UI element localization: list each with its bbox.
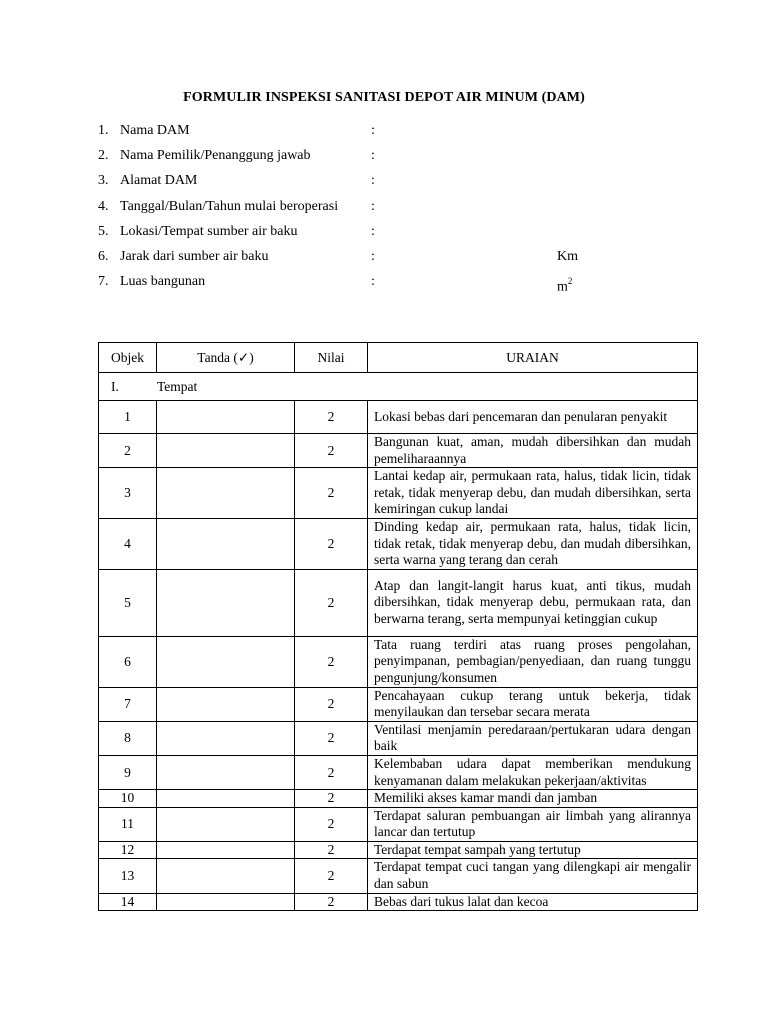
section-cell: [99, 373, 698, 401]
row-number: 7: [99, 687, 157, 721]
field-luas-bangunan[interactable]: [98, 273, 658, 298]
row-number: 3: [99, 468, 157, 519]
row-score: 2: [295, 687, 368, 721]
field-number: 3.: [98, 173, 109, 189]
row-description: Bangunan kuat, aman, mudah dibersihkan dan mudah pemeliharaannya: [368, 434, 698, 468]
header-nilai: Nilai: [295, 343, 368, 373]
check-cell[interactable]: [157, 434, 295, 468]
table-row: [99, 401, 698, 434]
check-cell[interactable]: [157, 569, 295, 636]
check-cell[interactable]: [157, 636, 295, 687]
row-score: 2: [295, 790, 368, 808]
table-row: [99, 687, 698, 721]
field-colon: :: [371, 223, 375, 239]
row-score: 2: [295, 569, 368, 636]
field-lokasi-sumber[interactable]: [98, 223, 658, 248]
check-cell[interactable]: [157, 841, 295, 859]
section-number: I.: [111, 378, 119, 394]
row-description: Dinding kedap air, permukaan rata, halus, tidak licin, tidak retak, tidak menyerap debu, dan mudah dibersihkan, serta warna yang terang dan cerah: [368, 518, 698, 569]
row-number: 9: [99, 755, 157, 789]
table-row: [99, 755, 698, 789]
row-description: Bebas dari tukus lalat dan kecoa: [368, 893, 698, 911]
check-cell[interactable]: [157, 687, 295, 721]
field-label: Luas bangunan: [120, 274, 206, 290]
check-cell[interactable]: [157, 790, 295, 808]
check-cell[interactable]: [157, 807, 295, 841]
identity-fields: [98, 122, 658, 298]
table-row: [99, 434, 698, 468]
row-description: Atap dan langit-langit harus kuat, anti tikus, mudah dibersihkan, tidak menyerap debu, permukaan rata, dan berwarna terang, serta mempunyai ketinggian cukup: [368, 569, 698, 636]
check-cell[interactable]: [157, 401, 295, 434]
field-colon: :: [371, 123, 375, 138]
field-tanggal-operasi[interactable]: [98, 198, 658, 223]
row-number: 6: [99, 636, 157, 687]
row-number: 14: [99, 893, 157, 911]
table-header-row: [99, 343, 698, 373]
section-label: Tempat: [157, 378, 198, 394]
field-colon: :: [371, 198, 375, 214]
check-cell[interactable]: [157, 755, 295, 789]
check-cell[interactable]: [157, 468, 295, 519]
table-row: [99, 468, 698, 519]
row-score: 2: [295, 721, 368, 755]
table-row: [99, 893, 698, 911]
check-cell[interactable]: [157, 859, 295, 893]
field-colon: :: [371, 148, 375, 164]
table-row: [99, 518, 698, 569]
field-unit: Km: [557, 248, 578, 264]
row-description: Kelembaban udara dapat memberikan mendukung kenyamanan dalam melakukan pekerjaan/aktivitas: [368, 755, 698, 789]
field-colon: :: [371, 248, 375, 264]
table-row: [99, 841, 698, 859]
field-colon: :: [371, 274, 375, 290]
row-number: 1: [99, 401, 157, 434]
row-description: Ventilasi menjamin peredaraan/pertukaran udara dengan baik: [368, 721, 698, 755]
field-alamat-dam[interactable]: [98, 172, 658, 197]
row-description: Terdapat tempat sampah yang tertutup: [368, 841, 698, 859]
table-row: [99, 807, 698, 841]
row-score: 2: [295, 755, 368, 789]
table-row: [99, 790, 698, 808]
row-score: 2: [295, 893, 368, 911]
field-number: 4.: [98, 198, 109, 214]
row-number: 2: [99, 434, 157, 468]
row-score: 2: [295, 401, 368, 434]
row-number: 12: [99, 841, 157, 859]
field-label: Jarak dari sumber air baku: [120, 248, 269, 264]
row-number: 10: [99, 790, 157, 808]
row-score: 2: [295, 859, 368, 893]
check-cell[interactable]: [157, 518, 295, 569]
field-label: Nama DAM: [120, 123, 190, 138]
row-description: Lantai kedap air, permukaan rata, halus, tidak licin, tidak retak, tidak menyerap debu, dan mudah dibersihkan, serta kemiringan cukup landai: [368, 468, 698, 519]
field-label: Lokasi/Tempat sumber air baku: [120, 223, 298, 239]
field-number: 2.: [98, 148, 109, 164]
field-number: 6.: [98, 248, 109, 264]
table-row: [99, 859, 698, 893]
field-jarak-sumber[interactable]: [98, 248, 658, 273]
table-row: [99, 569, 698, 636]
section-row: [99, 373, 698, 401]
unit-superscript: 2: [567, 276, 573, 287]
row-description: Pencahayaan cukup terang untuk bekerja, tidak menyilaukan dan tersebar secara merata: [368, 687, 698, 721]
field-label: Nama Pemilik/Penanggung jawab: [120, 148, 311, 164]
header-objek: Objek: [99, 343, 157, 373]
inspection-table: [98, 342, 698, 911]
row-number: 11: [99, 807, 157, 841]
header-uraian: URAIAN: [368, 343, 698, 373]
field-number: 7.: [98, 274, 109, 290]
field-nama-dam[interactable]: [98, 122, 658, 147]
field-colon: :: [371, 173, 375, 189]
row-number: 5: [99, 569, 157, 636]
row-description: Terdapat saluran pembuangan air limbah yang alirannya lancar dan tertutup: [368, 807, 698, 841]
row-score: 2: [295, 518, 368, 569]
row-description: Memiliki akses kamar mandi dan jamban: [368, 790, 698, 808]
field-nama-pemilik[interactable]: [98, 147, 658, 172]
row-number: 13: [99, 859, 157, 893]
unit-base: m: [557, 279, 568, 295]
row-description: Terdapat tempat cuci tangan yang dilengkapi air mengalir dan sabun: [368, 859, 698, 893]
table-row: [99, 636, 698, 687]
form-title: FORMULIR INSPEKSI SANITASI DEPOT AIR MINUM (DAM): [183, 90, 585, 105]
check-cell[interactable]: [157, 721, 295, 755]
header-tanda: Tanda (✓): [157, 343, 295, 373]
table-row: [99, 721, 698, 755]
check-cell[interactable]: [157, 893, 295, 911]
field-number: 5.: [98, 223, 109, 239]
field-number: 1.: [98, 123, 109, 138]
row-score: 2: [295, 841, 368, 859]
row-score: 2: [295, 434, 368, 468]
row-description: Lokasi bebas dari pencemaran dan penularan penyakit: [368, 401, 698, 434]
field-label: Alamat DAM: [120, 173, 198, 189]
field-label: Tanggal/Bulan/Tahun mulai beroperasi: [120, 198, 339, 214]
field-unit: [557, 273, 572, 297]
row-number: 8: [99, 721, 157, 755]
row-number: 4: [99, 518, 157, 569]
row-score: 2: [295, 636, 368, 687]
row-description: Tata ruang terdiri atas ruang proses pengolahan, penyimpanan, pembagian/penyediaan, dan ruang tunggu pengunjung/konsumen: [368, 636, 698, 687]
row-score: 2: [295, 807, 368, 841]
row-score: 2: [295, 468, 368, 519]
